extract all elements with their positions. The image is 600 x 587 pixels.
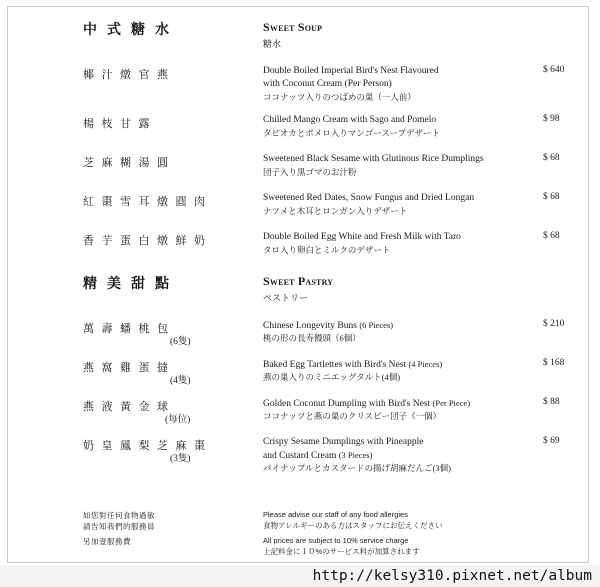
dish-portion-chinese: (6隻) [170,337,191,347]
dish-portion-english: (Per Piece) [432,398,471,408]
dish-name-japanese: タロ入り卵白とミルクのデザート [263,245,391,255]
dish-portion-english: (6 Pieces) [359,320,394,330]
dish-name-japanese: タピオカとポメロ入りマンゴースープデザート [263,128,440,138]
dish-name-english [263,319,393,333]
dish-name-english-line2 [263,449,372,463]
allergy-note-chinese-line2: 請告知我們的服務員 [83,522,155,531]
dish-portion-english: (3 Pieces) [338,450,373,460]
dish-name-chinese: 燕液黃金球 [83,401,176,413]
dish-name-english-text: Baked Egg Tartlettes with Bird's Nest [263,360,407,370]
section-title-chinese-soup: 中式糖水 [83,23,179,38]
dish-name-chinese: 椰汁燉官燕 [83,69,176,81]
service-charge-note-japanese: 上記料金に１０%のサービス料が加算されます [263,547,420,556]
dish-name-chinese: 楊枝甘露 [83,118,157,130]
dish-name-japanese: ナツメと木耳とロンガン入りデザート [263,206,408,216]
dish-name-japanese: 団子入り黒ゴマのお汁粉 [263,167,357,177]
allergy-note-english: Please advise our staff of any food allergies [263,510,408,519]
dish-name-japanese: 桃の形の長寿饅頭（6個） [263,333,361,343]
dish-name-chinese: 燕窩雞蛋撻 [83,362,176,374]
dish-portion-chinese: (每位) [165,415,191,425]
section-title-english-pastry: Sweet Pastry [263,274,334,288]
dish-price: $ 68 [543,192,560,202]
section-title-chinese-pastry: 精美甜點 [83,277,179,292]
section-subtitle-soup: 糖水 [263,39,282,49]
section-subtitle-pastry: ペストリー [263,293,309,303]
dish-name-english [263,397,470,411]
dish-name-english-line2: with Coconut Cream (Per Person) [263,79,392,89]
dish-name-japanese: 燕の巣入りのミニエッグタルト(4個) [263,372,401,382]
dish-name-english: Chilled Mango Cream with Sago and Pomelo [263,115,437,125]
service-charge-note-english: All prices are subject to 10% service charge [263,536,409,545]
dish-name-english-text: Golden Coconut Dumpling with Bird's Nest [263,399,431,409]
dish-name-english: Double Boiled Imperial Bird's Nest Flavoured [263,66,439,76]
dish-name-japanese: ココナッツと燕の巣のクリスピー団子（一個） [263,411,442,421]
dish-portion-chinese: (3隻) [170,454,191,464]
dish-name-english: Sweetened Black Sesame with Glutinous Rice Dumplings [263,154,484,164]
dish-name-english [263,358,442,372]
dish-name-japanese: パイナップルとカスタードの揚げ胡麻だんご(3個) [263,463,451,473]
dish-name-chinese: 萬壽蟠桃包 [83,323,176,335]
dish-name-chinese: 紅棗雪耳燉圓肉 [83,196,213,208]
watermark-bar [0,565,600,587]
dish-price: $ 68 [543,153,560,163]
dish-name-english: Double Boiled Egg White and Fresh Milk with Taro [263,232,461,242]
section-title-english-soup: Sweet Soup [263,20,323,34]
dish-portion-english: (4 Pieces) [408,359,443,369]
dish-price: $ 168 [543,358,565,368]
allergy-note-chinese-line1: 如您對任何食物過敏 [83,511,155,520]
dish-name-chinese: 香芋蛋白燉鮮奶 [83,235,213,247]
dish-price: $ 640 [543,65,565,75]
dish-price: $ 69 [543,436,560,446]
dish-price: $ 88 [543,397,560,407]
dish-name-chinese: 奶皇鳳梨芝麻棗 [83,440,213,452]
dish-name-chinese: 芝麻糊湯圓 [83,157,176,169]
dish-price: $ 98 [543,114,560,124]
service-charge-note-chinese: 另加壹服務費 [83,537,131,546]
watermark-url: http://kelsy310.pixnet.net/album [312,568,592,584]
allergy-note-japanese: 食物アレルギーのある方はスタッフにお伝えください [263,521,443,530]
dish-price: $ 68 [543,231,560,241]
dish-name-japanese: ココナッツ入りのつばめの巣（一人前） [263,92,416,102]
dish-name-english: Sweetened Red Dates, Snow Fungus and Dried Longan [263,193,475,203]
dish-price: $ 210 [543,319,565,329]
dish-name-english-text: and Custard Cream [263,451,337,461]
dish-portion-chinese: (4隻) [170,376,191,386]
dish-name-english: Crispy Sesame Dumplings with Pineapple [263,437,424,447]
dish-name-english-text: Chinese Longevity Buns [263,321,357,331]
